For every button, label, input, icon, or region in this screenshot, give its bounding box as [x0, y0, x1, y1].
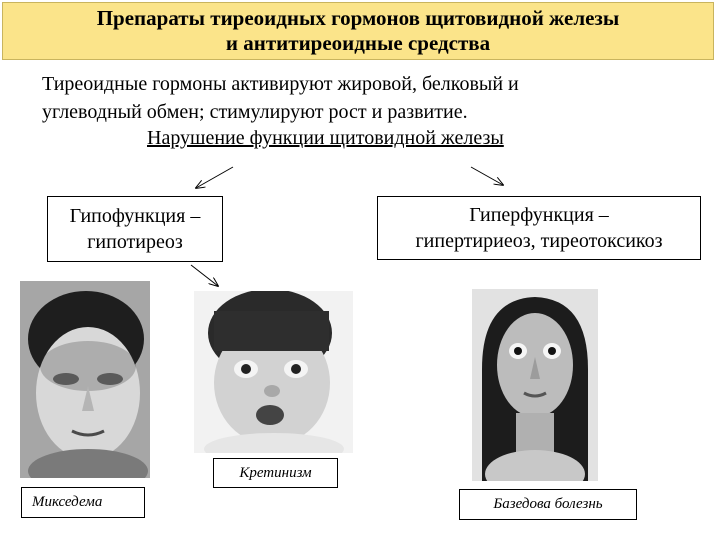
hypofunction-box [47, 196, 223, 262]
arrow-to-hyper [471, 167, 503, 185]
arrow-to-cretinism [191, 265, 218, 286]
subheading: Нарушение функции щитовидной железы [147, 127, 504, 149]
hypofunction-line-1: Гипофункция – [69, 205, 201, 227]
hyperfunction-line-2: гипертириеоз, тиреотоксикоз [415, 230, 663, 252]
cretinism-caption: Кретинизм [213, 458, 338, 488]
intro-line-2: углеводный обмен; стимулируют рост и развитие. [42, 101, 468, 123]
intro-line-1: Тиреоидные гормоны активируют жировой, белковый и [42, 73, 519, 95]
basedow-photo [472, 289, 598, 481]
title-line-2: и антитиреоидные средства [225, 31, 491, 55]
myxedema-caption: Микседема [21, 487, 145, 518]
arrow-to-hypo [196, 167, 233, 188]
hyperfunction-line-1: Гиперфункция – [469, 204, 609, 226]
cretinism-photo [194, 291, 353, 453]
myxedema-photo [20, 281, 150, 478]
hyperfunction-box [377, 196, 701, 260]
hypofunction-line-2: гипотиреоз [87, 231, 183, 253]
title-line-1: Препараты тиреоидных гормонов щитовидной железы [96, 6, 620, 30]
basedow-caption: Базедова болезнь [459, 489, 637, 520]
